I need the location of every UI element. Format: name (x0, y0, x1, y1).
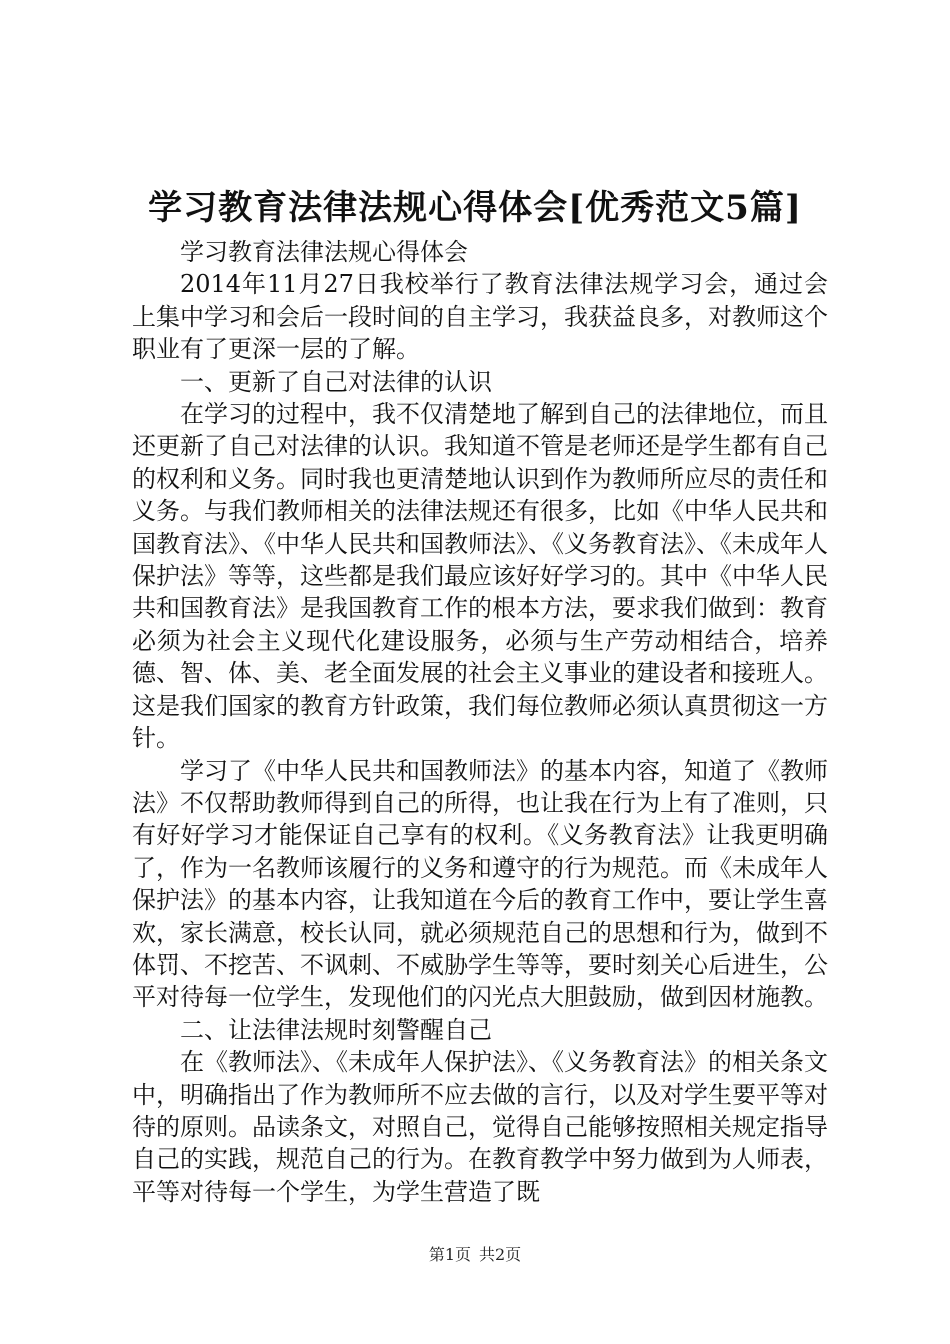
paragraph-body: 在《教师法》、《未成年人保护法》、《义务教育法》的相关条文中，明确指出了作为教师所不应去做的言行，以及对学生要平等对待的原则。品读条文，对照自己，觉得自己能够按照相关规定指导自己的实践，规范自己的行为。在教育教学中努力做到为人师表，平等对待每一个学生，为学生营造了既 (132, 1048, 828, 1206)
document-body (132, 236, 828, 1208)
page-number-total: 共2页 (479, 1245, 522, 1264)
section-heading-1: 一、更新了自己对法律的认识 (180, 367, 492, 396)
page-number-current: 第1页 (428, 1245, 471, 1264)
section-heading-2: 二、让法律法规时刻警醒自己 (180, 1015, 492, 1044)
paragraph-subtitle: 学习教育法律法规心得体会 (180, 238, 468, 266)
paragraph-intro: 2014年11月27日我校举行了教育法律法规学习会，通过会上集中学习和会后一段时间的自主学习，我获益良多，对教师这个职业有了更深一层的了解。 (132, 270, 828, 364)
paragraph-body: 在学习的过程中，我不仅清楚地了解到自己的法律地位，而且还更新了自己对法律的认识。我知道不管是老师还是学生都有自己的权利和义务。同时我也更清楚地认识到作为教师所应尽的责任和义务。与我们教师相关的法律法规还有很多，比如《中华人民共和国教育法》、《中华人民共和国教师法》、《义务教育法》、《未成年人保护法》等等，这些都是我们最应该好好学习的。其中《中华人民共和国教育法》是我国教育工作的根本方法，要求我们做到：教育必须为社会主义现代化建设服务，必须与生产劳动相结合，培养德、智、体、美、老全面发展的社会主义事业的建设者和接班人。这是我们国家的教育方针政策，我们每位教师必须认真贯彻这一方针。 (132, 400, 828, 753)
paragraph-body: 学习了《中华人民共和国教师法》的基本内容，知道了《教师法》不仅帮助教师得到自己的所得，也让我在行为上有了准则，只有好好学习才能保证自己享有的权利。《义务教育法》让我更明确了，作为一名教师该履行的义务和遵守的行为规范。而《未成年人保护法》的基本内容，让我知道在今后的教育工作中，要让学生喜欢，家长满意，校长认同，就必须规范自己的思想和行为，做到不体罚、不挖苦、不讽刺、不威胁学生等等，要时刻关心后进生，公平对待每一位学生，发现他们的闪光点大胆鼓励，做到因材施教。 (132, 756, 828, 1012)
document-title: 学习教育法律法规心得体会[优秀范文5篇] (148, 188, 802, 228)
page-footer (0, 1244, 950, 1266)
